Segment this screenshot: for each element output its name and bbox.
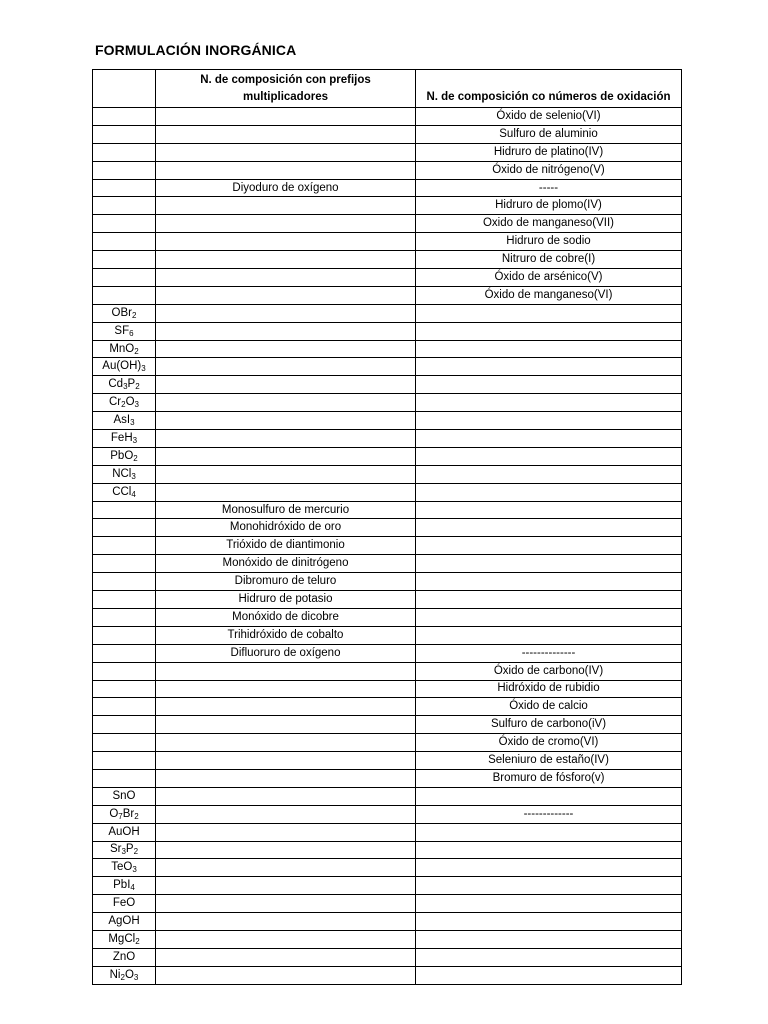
prefix-name-cell: Diyoduro de oxígeno	[156, 179, 416, 197]
prefix-name-cell	[156, 823, 416, 841]
table-row	[93, 573, 682, 591]
prefix-name-cell: Monóxido de dinitrógeno	[156, 555, 416, 573]
formula-symbol: PbI	[113, 879, 131, 892]
prefix-name-cell	[156, 394, 416, 412]
oxidation-name-cell	[416, 841, 682, 859]
formula-subscript: 3	[141, 364, 146, 374]
table-row	[93, 913, 682, 931]
prefix-name-cell: Monohidróxido de oro	[156, 519, 416, 537]
formula-symbol: ZnO	[112, 950, 136, 963]
oxidation-name-cell	[416, 430, 682, 448]
formula-subscript: 2	[120, 972, 125, 982]
oxidation-name-cell	[416, 465, 682, 483]
oxidation-name-cell	[416, 626, 682, 644]
formula-symbol: AuOH	[108, 825, 140, 838]
oxidation-name-cell	[416, 501, 682, 519]
formula-cell	[93, 251, 156, 269]
formula-cell	[93, 430, 156, 448]
formula-cell	[93, 179, 156, 197]
formula-cell	[93, 161, 156, 179]
oxidation-name-cell: --------------	[416, 644, 682, 662]
oxidation-name-cell	[416, 555, 682, 573]
table-row	[93, 215, 682, 233]
formula-cell	[93, 501, 156, 519]
oxidation-name-cell	[416, 412, 682, 430]
table-row	[93, 143, 682, 161]
oxidation-name-cell	[416, 304, 682, 322]
prefix-name-cell	[156, 161, 416, 179]
formula-symbol: SnO	[112, 789, 136, 802]
prefix-name-cell	[156, 752, 416, 770]
formula-cell	[93, 447, 156, 465]
prefix-name-cell	[156, 698, 416, 716]
prefix-name-cell	[156, 769, 416, 787]
oxidation-name-cell: Óxido de carbono(IV)	[416, 662, 682, 680]
oxidation-name-cell	[416, 537, 682, 555]
prefix-name-cell	[156, 340, 416, 358]
formula-subscript: 3	[132, 435, 138, 445]
prefix-name-cell	[156, 465, 416, 483]
formula-subscript: 2	[134, 346, 139, 356]
table-row	[93, 591, 682, 609]
formula-cell	[93, 859, 156, 877]
prefix-name-cell	[156, 376, 416, 394]
prefix-name-cell	[156, 412, 416, 430]
formula-cell	[93, 716, 156, 734]
formula-cell	[93, 483, 156, 501]
formula-symbol: Br	[122, 807, 135, 820]
formula-subscript: 2	[121, 400, 126, 410]
prefix-name-cell	[156, 895, 416, 913]
oxidation-name-cell	[416, 519, 682, 537]
table-row	[93, 394, 682, 412]
formula-symbol: TeO	[111, 861, 133, 874]
oxidation-name-cell	[416, 358, 682, 376]
table-row	[93, 841, 682, 859]
prefix-name-cell	[156, 662, 416, 680]
page-title: FORMULACIÓN INORGÁNICA	[95, 42, 297, 58]
oxidation-name-cell: Hidruro de plomo(IV)	[416, 197, 682, 215]
oxidation-name-cell: Óxido de manganeso(VI)	[416, 286, 682, 304]
prefix-name-cell	[156, 930, 416, 948]
formula-symbol: MnO	[109, 342, 135, 355]
formula-symbol: NCl	[112, 467, 132, 480]
table-row	[93, 465, 682, 483]
header-prefix-names: N. de composición con prefijos multiplicadores	[156, 70, 416, 108]
header-formula	[93, 70, 156, 108]
formula-subscript: 2	[132, 310, 137, 320]
prefix-name-cell	[156, 430, 416, 448]
formula-subscript: 3	[130, 418, 135, 428]
table-row	[93, 519, 682, 537]
prefix-name-cell	[156, 125, 416, 143]
table-row	[93, 412, 682, 430]
oxidation-name-cell	[416, 787, 682, 805]
table-row	[93, 608, 682, 626]
formula-subscript: 3	[134, 400, 139, 410]
table-row	[93, 680, 682, 698]
formula-subscript: 4	[131, 489, 136, 499]
formula-symbol: AsI	[113, 414, 131, 427]
oxidation-name-cell	[416, 930, 682, 948]
formula-cell	[93, 412, 156, 430]
formula-cell	[93, 519, 156, 537]
formula-cell	[93, 215, 156, 233]
prefix-name-cell	[156, 358, 416, 376]
prefix-name-cell	[156, 143, 416, 161]
formula-cell	[93, 913, 156, 931]
prefix-name-cell: Dibromuro de teluro	[156, 573, 416, 591]
oxidation-name-cell	[416, 340, 682, 358]
formula-subscript: 3	[132, 865, 137, 875]
table-row	[93, 787, 682, 805]
table-row	[93, 877, 682, 895]
oxidation-name-cell: Hidróxido de rubidio	[416, 680, 682, 698]
formula-cell	[93, 787, 156, 805]
formula-cell	[93, 286, 156, 304]
table-row	[93, 537, 682, 555]
table-row	[93, 555, 682, 573]
formula-cell	[93, 591, 156, 609]
formula-symbol: AgOH	[108, 915, 140, 928]
prefix-name-cell	[156, 215, 416, 233]
formula-cell	[93, 143, 156, 161]
formula-subscript: 3	[131, 471, 136, 481]
oxidation-name-cell: Óxido de calcio	[416, 698, 682, 716]
formula-symbol: O	[124, 968, 134, 981]
table-row	[93, 483, 682, 501]
table-row	[93, 251, 682, 269]
formula-cell	[93, 841, 156, 859]
formula-cell	[93, 125, 156, 143]
formula-cell	[93, 358, 156, 376]
formula-symbol: PbO	[110, 449, 134, 462]
prefix-name-cell: Hidruro de potasio	[156, 591, 416, 609]
oxidation-name-cell: -----	[416, 179, 682, 197]
table-row	[93, 269, 682, 287]
table-row	[93, 322, 682, 340]
formula-subscript: 3	[123, 382, 128, 392]
table-row	[93, 662, 682, 680]
formula-subscript: 2	[134, 811, 139, 821]
table-row	[93, 430, 682, 448]
prefix-name-cell	[156, 841, 416, 859]
table-row	[93, 358, 682, 376]
table-row	[93, 930, 682, 948]
table-row	[93, 161, 682, 179]
table-row	[93, 948, 682, 966]
formula-subscript: 2	[135, 936, 140, 946]
formula-symbol: SF	[114, 324, 130, 337]
formula-symbol: Sr	[109, 843, 122, 856]
formula-cell	[93, 108, 156, 126]
oxidation-name-cell: Seleniuro de estaño(IV)	[416, 752, 682, 770]
prefix-name-cell	[156, 483, 416, 501]
formula-cell	[93, 966, 156, 984]
formula-symbol: MgCl	[108, 932, 136, 945]
formula-cell	[93, 698, 156, 716]
prefix-name-cell	[156, 269, 416, 287]
oxidation-name-cell	[416, 913, 682, 931]
formula-subscript: 4	[130, 883, 135, 893]
table-row	[93, 769, 682, 787]
table-row	[93, 125, 682, 143]
prefix-name-cell	[156, 108, 416, 126]
formula-cell	[93, 537, 156, 555]
formula-subscript: 3	[121, 847, 126, 857]
formula-cell	[93, 734, 156, 752]
table-row	[93, 108, 682, 126]
formula-symbol: OBr	[111, 306, 132, 319]
formula-cell	[93, 304, 156, 322]
table-row	[93, 895, 682, 913]
prefix-name-cell: Monosulfuro de mercurio	[156, 501, 416, 519]
prefix-name-cell	[156, 859, 416, 877]
oxidation-name-cell	[416, 877, 682, 895]
formula-symbol: Cd	[108, 378, 124, 391]
table-row	[93, 376, 682, 394]
formula-symbol: O	[109, 807, 119, 820]
formula-cell	[93, 233, 156, 251]
oxidation-name-cell: Hidruro de platino(IV)	[416, 143, 682, 161]
oxidation-name-cell: Óxido de nitrógeno(V)	[416, 161, 682, 179]
prefix-name-cell	[156, 286, 416, 304]
oxidation-name-cell: Óxido de arsénico(V)	[416, 269, 682, 287]
prefix-name-cell	[156, 304, 416, 322]
formula-symbol: FeH	[110, 431, 133, 444]
formula-cell	[93, 197, 156, 215]
oxidation-name-cell	[416, 823, 682, 841]
table-row	[93, 823, 682, 841]
formula-symbol: CCl	[112, 485, 132, 498]
prefix-name-cell	[156, 447, 416, 465]
formula-subscript: 7	[118, 811, 123, 821]
oxidation-name-cell	[416, 376, 682, 394]
formula-cell	[93, 555, 156, 573]
formula-cell	[93, 340, 156, 358]
oxidation-name-cell	[416, 966, 682, 984]
table-row	[93, 197, 682, 215]
formula-symbol: P	[127, 378, 136, 391]
oxidation-name-cell: Óxido de cromo(VI)	[416, 734, 682, 752]
oxidation-name-cell: Bromuro de fósforo(v)	[416, 769, 682, 787]
formula-cell	[93, 930, 156, 948]
header-oxidation-names: N. de composición co números de oxidación	[416, 70, 682, 108]
table-row	[93, 752, 682, 770]
table-row	[93, 805, 682, 823]
formula-subscript: 6	[129, 328, 134, 338]
prefix-name-cell: Monóxido de dicobre	[156, 608, 416, 626]
formula-cell	[93, 322, 156, 340]
table-row	[93, 501, 682, 519]
oxidation-name-cell	[416, 859, 682, 877]
formula-cell	[93, 805, 156, 823]
formula-cell	[93, 662, 156, 680]
table-row	[93, 179, 682, 197]
formula-symbol: O	[125, 396, 135, 409]
formula-cell	[93, 644, 156, 662]
formula-cell	[93, 376, 156, 394]
formula-subscript: 2	[135, 382, 140, 392]
formula-symbol: Cr	[109, 396, 122, 409]
formula-symbol: P	[125, 843, 134, 856]
oxidation-name-cell: -------------	[416, 805, 682, 823]
formula-cell	[93, 626, 156, 644]
prefix-name-cell	[156, 913, 416, 931]
table-row	[93, 286, 682, 304]
formula-cell	[93, 948, 156, 966]
formula-symbol: Au(OH)	[102, 360, 142, 373]
formula-cell	[93, 752, 156, 770]
oxidation-name-cell	[416, 948, 682, 966]
table-row	[93, 716, 682, 734]
formula-subscript: 2	[133, 847, 139, 857]
oxidation-name-cell	[416, 394, 682, 412]
oxidation-name-cell	[416, 591, 682, 609]
oxidation-name-cell: Oxido de manganeso(VII)	[416, 215, 682, 233]
prefix-name-cell	[156, 233, 416, 251]
prefix-name-cell	[156, 877, 416, 895]
formulation-table	[92, 69, 682, 985]
table-row	[93, 859, 682, 877]
formula-cell	[93, 608, 156, 626]
formula-cell	[93, 465, 156, 483]
oxidation-name-cell: Sulfuro de carbono(iV)	[416, 716, 682, 734]
formula-cell	[93, 573, 156, 591]
prefix-name-cell	[156, 734, 416, 752]
formula-cell	[93, 269, 156, 287]
table-row	[93, 626, 682, 644]
prefix-name-cell	[156, 322, 416, 340]
oxidation-name-cell	[416, 483, 682, 501]
prefix-name-cell	[156, 251, 416, 269]
prefix-name-cell: Trióxido de diantimonio	[156, 537, 416, 555]
prefix-name-cell	[156, 948, 416, 966]
prefix-name-cell	[156, 805, 416, 823]
prefix-name-cell	[156, 716, 416, 734]
formula-cell	[93, 394, 156, 412]
table-row	[93, 233, 682, 251]
prefix-name-cell: Difluoruro de oxígeno	[156, 644, 416, 662]
oxidation-name-cell: Óxido de selenio(VI)	[416, 108, 682, 126]
formula-symbol: FeO	[112, 897, 136, 910]
table-row	[93, 340, 682, 358]
table-row	[93, 734, 682, 752]
prefix-name-cell	[156, 680, 416, 698]
formula-subscript: 3	[133, 972, 139, 982]
prefix-name-cell	[156, 197, 416, 215]
formula-cell	[93, 895, 156, 913]
formula-cell	[93, 877, 156, 895]
oxidation-name-cell: Hidruro de sodio	[416, 233, 682, 251]
table-row	[93, 644, 682, 662]
oxidation-name-cell: Sulfuro de aluminio	[416, 125, 682, 143]
formula-cell	[93, 823, 156, 841]
formula-symbol: Ni	[109, 968, 121, 981]
oxidation-name-cell	[416, 447, 682, 465]
formula-cell	[93, 680, 156, 698]
header-row	[93, 70, 682, 108]
table-row	[93, 698, 682, 716]
formula-subscript: 2	[133, 453, 138, 463]
table-row	[93, 447, 682, 465]
table-row	[93, 966, 682, 984]
prefix-name-cell	[156, 787, 416, 805]
oxidation-name-cell	[416, 573, 682, 591]
oxidation-name-cell	[416, 608, 682, 626]
formula-cell	[93, 769, 156, 787]
prefix-name-cell: Trihidróxido de cobalto	[156, 626, 416, 644]
oxidation-name-cell	[416, 322, 682, 340]
table-row	[93, 304, 682, 322]
oxidation-name-cell	[416, 895, 682, 913]
oxidation-name-cell: Nitruro de cobre(I)	[416, 251, 682, 269]
prefix-name-cell	[156, 966, 416, 984]
